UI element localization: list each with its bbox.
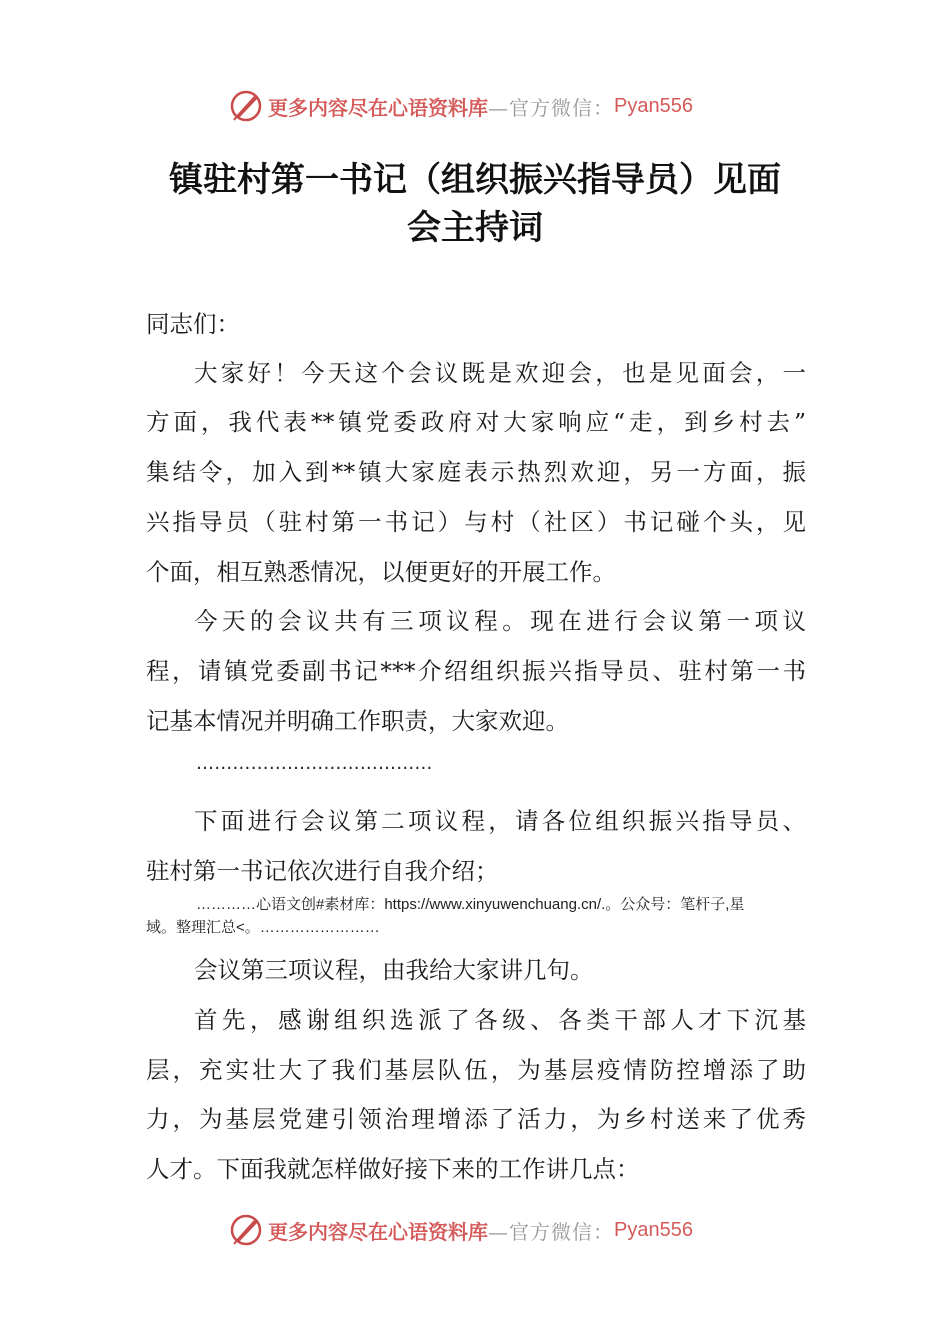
banner-site-name: 更多内容尽在心语资料库 [268, 95, 488, 120]
paragraph-2-line: 记基本情况并明确工作职责，大家欢迎。 [146, 707, 569, 735]
banner-wechat-id: Pyan556 [614, 1218, 693, 1241]
paragraph-1-line: 集结令，加入到**镇大家庭表示热烈欢迎，另一方面，振 [146, 458, 806, 486]
source-note-line-1: …………心语文创#素材库：https://www.xinyuwenchuang.cn/.。公众号：笔杆子,星 [196, 896, 745, 913]
paragraph-2-line: 程，请镇党委副书记***介绍组织振兴指导员、驻村第一书 [146, 657, 806, 685]
greeting: 同志们： [146, 310, 240, 338]
paragraph-2-line: 今天的会议共有三项议程。现在进行会议第一项议 [194, 607, 806, 635]
paragraph-1-line: 个面，相互熟悉情况，以便更好的开展工作。 [146, 558, 616, 586]
paragraph-3-line: 驻村第一书记依次进行自我介绍； [146, 857, 499, 885]
paragraph-4: 会议第三项议程，由我给大家讲几句。 [194, 956, 594, 984]
source-note-line-2: 域。整理汇总<。…………………… [146, 919, 380, 936]
paragraph-1-line: 方面，我代表**镇党委政府对大家响应“走，到乡村去” [146, 408, 806, 436]
paragraph-3-line: 下面进行会议第二项议程，请各位组织振兴指导员、 [194, 807, 806, 835]
quill-logo-icon [228, 88, 264, 124]
quill-logo-icon [228, 1212, 264, 1248]
paragraph-5-line: 首先，感谢组织选派了各级、各类干部人才下沉基 [194, 1006, 806, 1034]
document-title-line-1: 镇驻村第一书记（组织振兴指导员）见面 [169, 160, 781, 200]
footer-banner [228, 1210, 748, 1250]
banner-site-name: 更多内容尽在心语资料库 [268, 1219, 488, 1244]
document-title-line-2: 会主持词 [407, 208, 543, 248]
paragraph-1-line: 大家好！今天这个会议既是欢迎会，也是见面会，一 [194, 359, 806, 387]
paragraph-1-line: 兴指导员（驻村第一书记）与村（社区）书记碰个头，见 [146, 508, 806, 536]
paragraph-5-line: 力，为基层党建引领治理增添了活力，为乡村送来了优秀 [146, 1105, 806, 1133]
ellipsis-separator: ………………………………… [196, 758, 433, 770]
paragraph-5-line: 层，充实壮大了我们基层队伍，为基层疫情防控增添了助 [146, 1056, 806, 1084]
header-banner [228, 86, 748, 126]
paragraph-5-line: 人才。下面我就怎样做好接下来的工作讲几点： [146, 1155, 640, 1183]
banner-wechat-label: —官方微信： [488, 1219, 614, 1244]
banner-wechat-label: —官方微信： [488, 95, 614, 120]
banner-wechat-id: Pyan556 [614, 94, 693, 117]
